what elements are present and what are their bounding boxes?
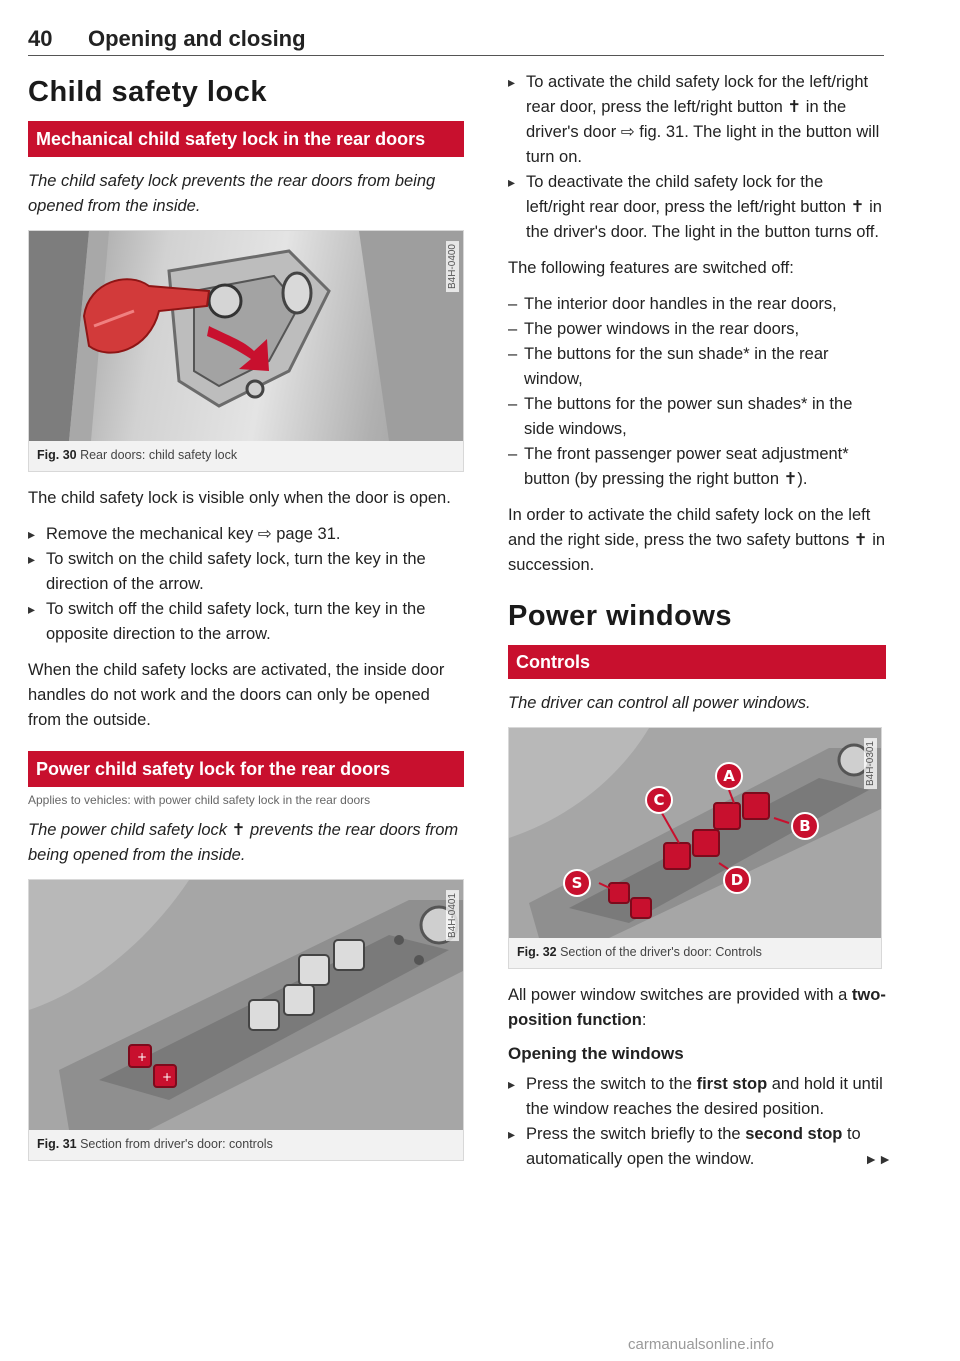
figure-30-caption bbox=[29, 441, 463, 471]
step-second-stop-text: Press the switch briefly to the bbox=[526, 1125, 746, 1143]
heading-mechanical-child-lock: Mechanical child safety lock in the rear doors bbox=[28, 121, 464, 157]
figure-32-code: B4H-0301 bbox=[864, 738, 877, 789]
figure-31-image bbox=[29, 880, 463, 1130]
intro-controls: The driver can control all power windows. bbox=[508, 694, 811, 712]
second-stop-term: second stop bbox=[745, 1125, 843, 1143]
figure-30-image bbox=[29, 231, 463, 441]
figure-30-code: B4H-0400 bbox=[446, 241, 459, 292]
features-intro: The following features are switched off: bbox=[508, 259, 794, 277]
step-activate-power-lock: ▸ To activate the child safety lock for the left/right rear door, press the left/right button ✝ in the driver's door ⇨ fig. 31. The light in the button will turn on. bbox=[508, 70, 886, 170]
para-two-position bbox=[508, 983, 886, 1033]
right-column bbox=[508, 70, 892, 1183]
feature-item: – The buttons for the sun shade* in the rear window, bbox=[508, 342, 886, 392]
heading-power-child-lock: Power child safety lock for the rear doors bbox=[28, 751, 464, 787]
page-number: 40 bbox=[28, 26, 53, 51]
continue-arrow-icon: ►► bbox=[864, 1151, 892, 1167]
features-list bbox=[508, 292, 886, 492]
callout-a: A bbox=[723, 767, 735, 785]
door-lock-illustration bbox=[29, 231, 463, 441]
figure-30-text: Rear doors: child safety lock bbox=[80, 448, 238, 462]
svg-text:+: + bbox=[162, 1070, 173, 1084]
step-first-stop-rest: and hold it until the window reaches the desired position. bbox=[526, 1075, 883, 1118]
watermark: carmanualsonline.info bbox=[628, 1336, 774, 1353]
figure-31 bbox=[28, 879, 464, 1161]
intro-mechanical: The child safety lock prevents the rear doors from being opened from the inside. bbox=[28, 172, 436, 215]
section-title-child-safety-lock: Child safety lock bbox=[28, 76, 267, 108]
figure-30 bbox=[28, 230, 464, 472]
heading-controls: Controls bbox=[508, 645, 886, 679]
figure-31-caption bbox=[29, 1130, 463, 1160]
figure-32 bbox=[508, 727, 882, 969]
subhead-opening-windows: Opening the windows bbox=[508, 1044, 684, 1063]
figure-31-code: B4H-0401 bbox=[446, 890, 459, 941]
section-title-power-windows: Power windows bbox=[508, 600, 733, 632]
first-stop-term: first stop bbox=[696, 1075, 768, 1093]
step-first-stop bbox=[508, 1072, 886, 1122]
feature-item: – The power windows in the rear doors, bbox=[508, 317, 886, 342]
figure-31-text: Section from driver's door: controls bbox=[80, 1137, 273, 1151]
feature-item: – The interior door handles in the rear doors, bbox=[508, 292, 886, 317]
step-switch-on: ▸ To switch on the child safety lock, turn the key in the direction of the arrow. bbox=[28, 547, 464, 597]
figure-31-number: Fig. 31 bbox=[37, 1137, 77, 1151]
step-deactivate-power-lock: ▸ To deactivate the child safety lock for the left/right rear door, press the left/right button ✝ in the driver's door. The light in the button turns off. bbox=[508, 170, 886, 245]
mechanical-steps bbox=[28, 522, 464, 647]
step-switch-off: ▸ To switch off the child safety lock, turn the key in the opposite direction to the arrow. bbox=[28, 597, 464, 647]
feature-item: – The front passenger power seat adjustment* button (by pressing the right button ✝). bbox=[508, 442, 886, 492]
step-remove-key: ▸ Remove the mechanical key ⇨ page 31. bbox=[28, 522, 464, 547]
callout-b: B bbox=[799, 817, 811, 835]
figure-32-image bbox=[509, 728, 881, 938]
svg-text:+: + bbox=[137, 1050, 148, 1064]
feature-item: – The buttons for the power sun shades* in the side windows, bbox=[508, 392, 886, 442]
para-two-position-text: All power window switches are provided with a bbox=[508, 986, 852, 1004]
two-position-function-term: two-position function bbox=[508, 986, 886, 1029]
para-locks-activated: When the child safety locks are activated, the inside door handles do not work and the doors can only be opened from the outside. bbox=[28, 661, 445, 729]
step-second-stop bbox=[508, 1122, 892, 1172]
callout-s: S bbox=[571, 874, 583, 892]
para-two-position-colon: : bbox=[641, 1011, 647, 1029]
figure-32-number: Fig. 32 bbox=[517, 945, 557, 959]
callout-c: C bbox=[653, 791, 665, 809]
callout-d: D bbox=[730, 871, 744, 889]
figure-32-caption bbox=[509, 938, 881, 968]
step-first-stop-text: Press the switch to the bbox=[526, 1075, 697, 1093]
para-visible-when-open: The child safety lock is visible only when the door is open. bbox=[28, 489, 451, 507]
driver-door-controls-illustration bbox=[29, 880, 463, 1130]
page-header bbox=[28, 22, 884, 56]
chapter-title: Opening and closing bbox=[88, 26, 306, 51]
applies-to: Applies to vehicles: with power child safety lock in the rear doors bbox=[28, 793, 371, 807]
figure-32-text: Section of the driver's door: Controls bbox=[560, 945, 762, 959]
power-lock-steps bbox=[508, 70, 886, 245]
para-both-sides: In order to activate the child safety lock on the left and the right side, press the two safety buttons ✝ in succession. bbox=[508, 506, 886, 574]
power-window-controls-illustration bbox=[509, 728, 881, 938]
left-column bbox=[28, 70, 464, 1175]
intro-power: The power child safety lock ✝ prevents the rear doors from being opened from the inside. bbox=[28, 821, 459, 864]
figure-30-number: Fig. 30 bbox=[37, 448, 77, 462]
step-second-stop-rest: to automatically open the window. bbox=[526, 1125, 861, 1168]
opening-steps bbox=[508, 1072, 892, 1172]
